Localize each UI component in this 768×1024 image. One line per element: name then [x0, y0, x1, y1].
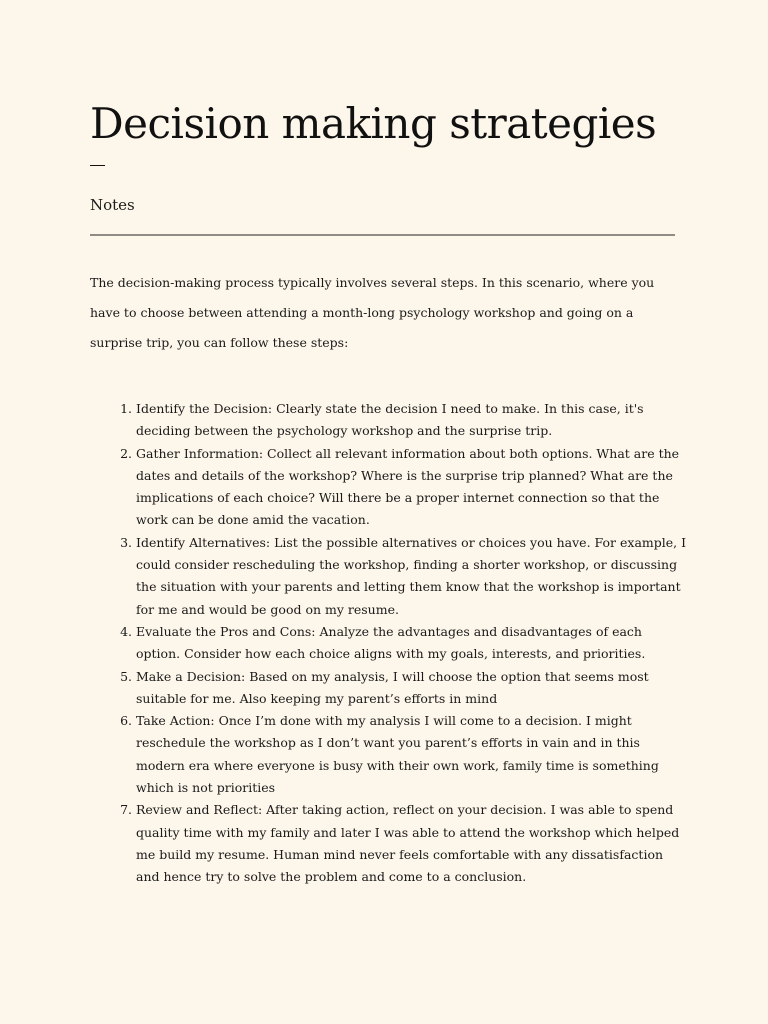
list-item: 5. Make a Decision: Based on my analysis, I will choose the option that seems most suitable for me. Also keeping my parent’s efforts in mind: [136, 666, 688, 711]
horizontal-rule: [90, 234, 675, 236]
list-item: 1. Identify the Decision: Clearly state the decision I need to make. In this case, it's deciding between the psychology workshop and the surprise trip.: [136, 398, 688, 443]
steps-list: [90, 398, 688, 889]
title-dash-divider: [90, 165, 105, 166]
intro-paragraph: The decision-making process typically involves several steps. In this scenario, where you have to choose between attending a month-long psychology workshop and going on a surprise trip, you can follow these steps:: [90, 275, 655, 350]
list-item: 3. Identify Alternatives: List the possible alternatives or choices you have. For example, I could consider rescheduling the workshop, finding a shorter workshop, or discussing the situation with your parents and letting them know that the workshop is important for me and would be good on my resume.: [136, 532, 688, 621]
list-item: 7. Review and Reflect: After taking action, reflect on your decision. I was able to spend quality time with my family and later I was able to attend the workshop which helped me build my resume. Human mind never feels comfortable with any dissatisfaction and hence try to solve the problem and come to a conclusion.: [136, 799, 688, 888]
list-item: 2. Gather Information: Collect all relevant information about both options. What are the dates and details of the workshop? Where is the surprise trip planned? What are the implications of each choice? Will there be a proper internet connection so that the work can be done amid the vacation.: [136, 443, 688, 532]
section-label: Notes: [90, 196, 135, 214]
page-title: Decision making strategies: [90, 99, 657, 148]
list-item: 6. Take Action: Once I’m done with my analysis I will come to a decision. I might reschedule the workshop as I don’t want you parent’s efforts in vain and in this modern era where everyone is busy with their own work, family time is something which is not priorities: [136, 710, 688, 799]
list-item: 4. Evaluate the Pros and Cons: Analyze the advantages and disadvantages of each option. Consider how each choice aligns with my goals, interests, and priorities.: [136, 621, 688, 666]
